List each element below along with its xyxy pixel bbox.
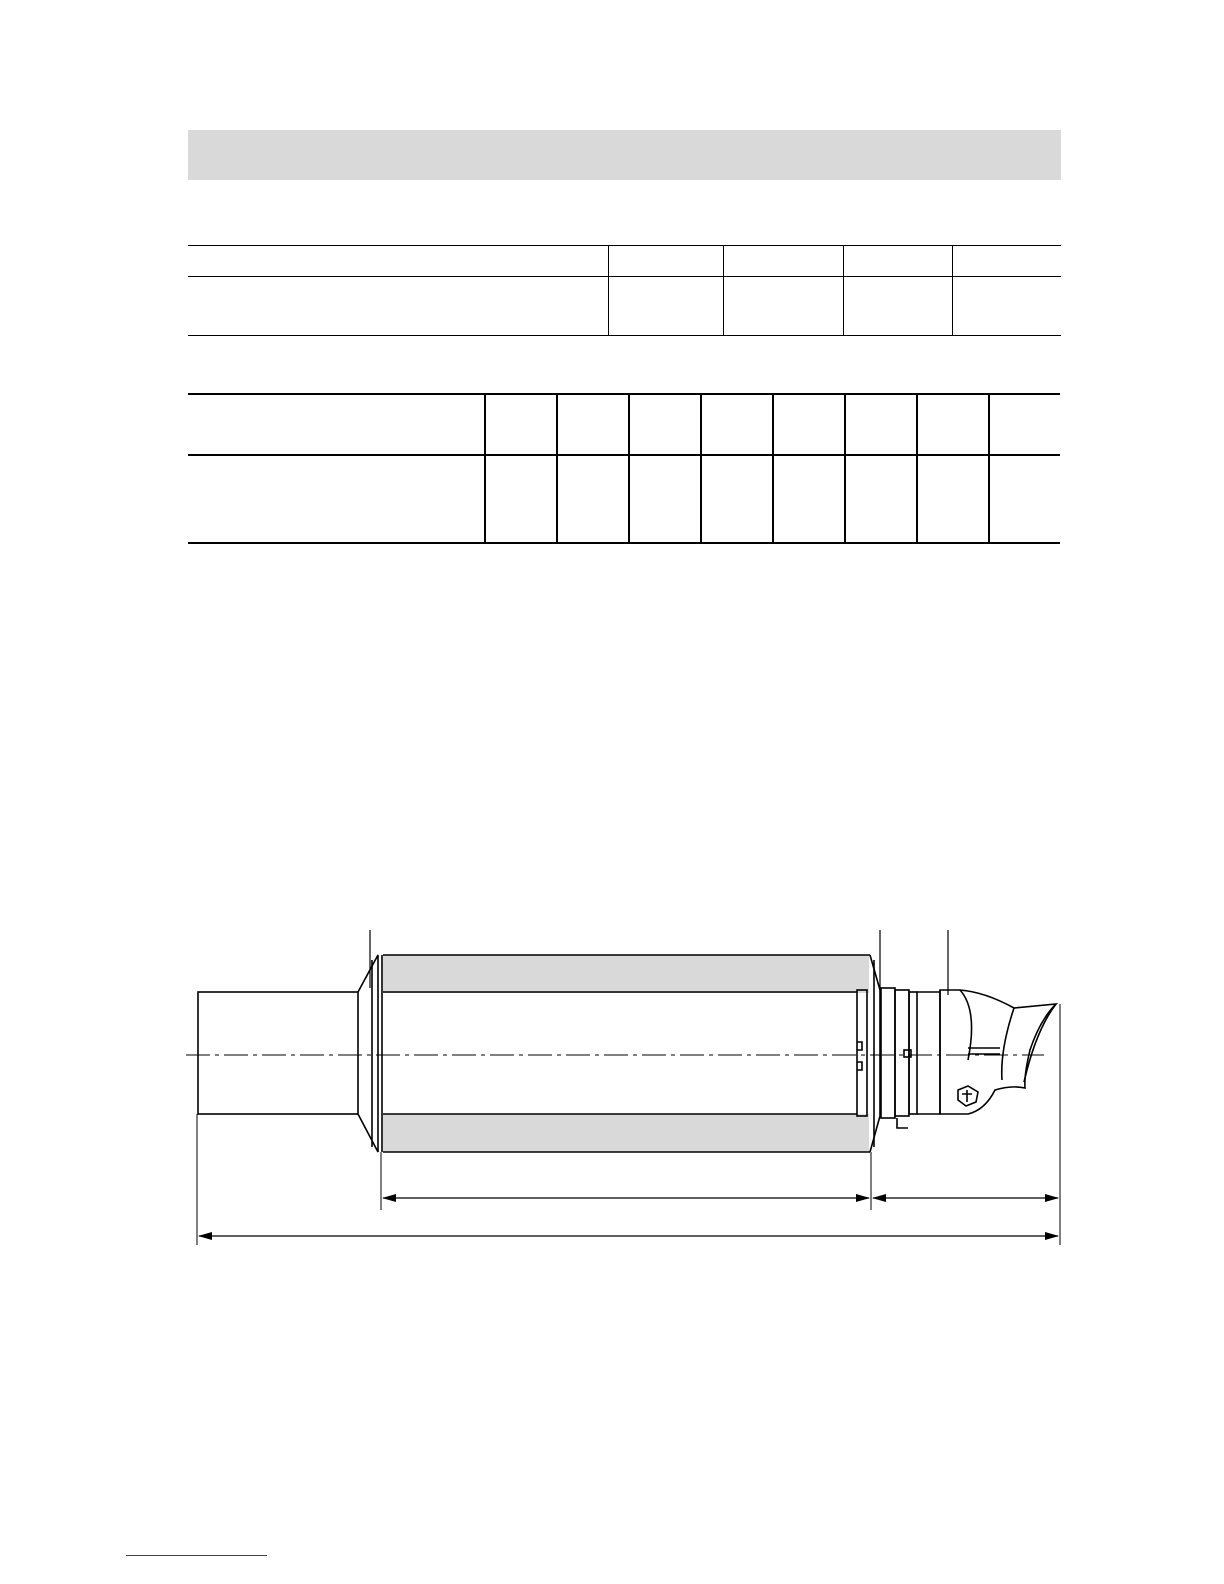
right-flange xyxy=(870,955,880,1152)
drain-fitting xyxy=(958,1086,978,1106)
end-collar xyxy=(857,990,867,1116)
left-transition xyxy=(358,955,378,1152)
insulation-bottom-band xyxy=(383,1114,869,1152)
dimension-lines xyxy=(199,1198,1058,1236)
insulation-top-band xyxy=(383,955,869,993)
inlet-pipe xyxy=(198,992,358,1114)
coupling xyxy=(881,988,895,1118)
footer-link[interactable] xyxy=(126,1555,267,1556)
